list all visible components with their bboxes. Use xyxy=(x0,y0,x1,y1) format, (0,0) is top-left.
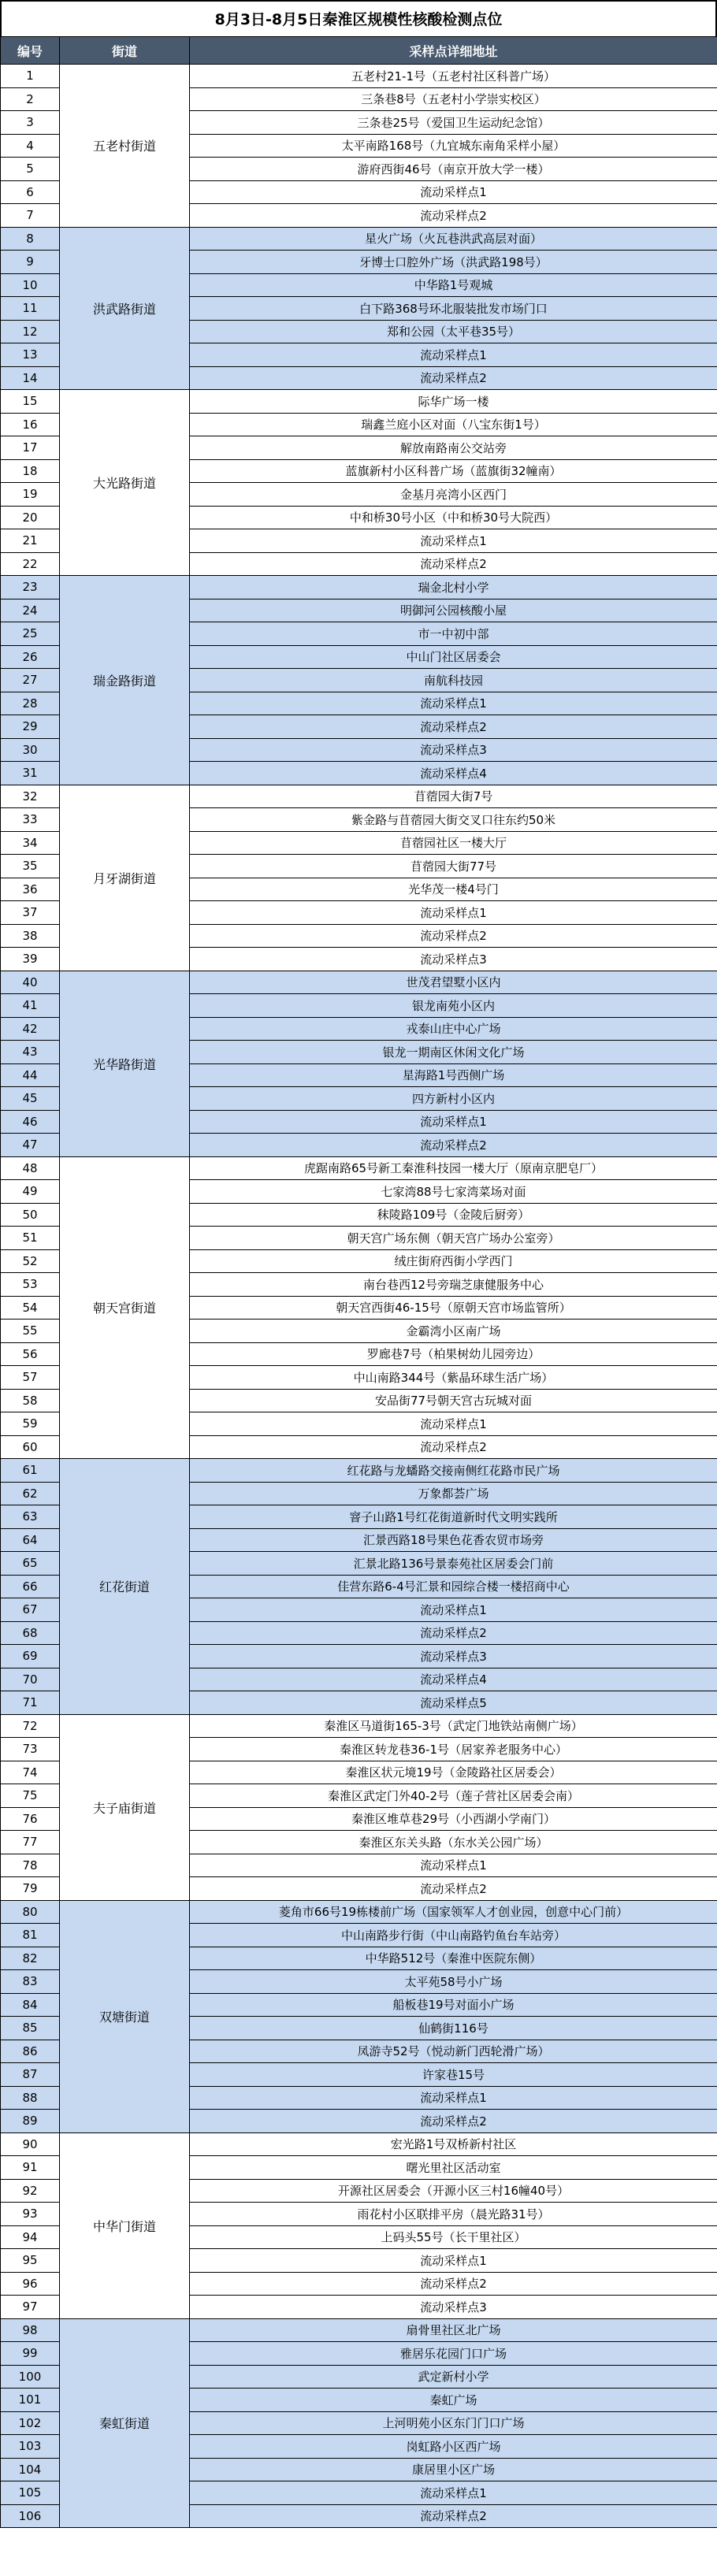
sampling-address: 郑和公园（太平巷35号） xyxy=(190,320,717,343)
row-number: 4 xyxy=(1,134,60,158)
row-number: 35 xyxy=(1,855,60,878)
sampling-address: 流动采样点1 xyxy=(190,180,717,204)
row-number: 105 xyxy=(1,2481,60,2505)
sampling-address: 朝天宫西街46-15号（原朝天宫市场监管所） xyxy=(190,1296,717,1320)
sampling-address: 佳营东路6-4号汇景和园综合楼一楼招商中心 xyxy=(190,1575,717,1598)
row-number: 27 xyxy=(1,669,60,692)
sampling-address: 市一中初中部 xyxy=(190,622,717,646)
sampling-address: 流动采样点1 xyxy=(190,1110,717,1134)
row-number: 72 xyxy=(1,1714,60,1738)
sampling-address: 流动采样点1 xyxy=(190,2249,717,2273)
row-number: 63 xyxy=(1,1505,60,1529)
row-number: 30 xyxy=(1,738,60,762)
sampling-address: 七家湾88号七家湾菜场对面 xyxy=(190,1180,717,1204)
row-number: 85 xyxy=(1,2017,60,2040)
sampling-address: 流动采样点1 xyxy=(190,901,717,925)
row-number: 95 xyxy=(1,2249,60,2273)
sampling-address: 星火广场（火瓦巷洪武高层对面） xyxy=(190,227,717,251)
sampling-address: 解放南路南公交站旁 xyxy=(190,436,717,460)
row-number: 37 xyxy=(1,901,60,925)
row-number: 44 xyxy=(1,1063,60,1087)
row-number: 20 xyxy=(1,506,60,529)
sampling-address: 秦淮区东关头路（东水关公园广场） xyxy=(190,1831,717,1854)
sampling-address: 船板巷19号对面小广场 xyxy=(190,1993,717,2017)
row-number: 3 xyxy=(1,111,60,135)
row-number: 88 xyxy=(1,2086,60,2110)
row-number: 25 xyxy=(1,622,60,646)
row-number: 24 xyxy=(1,599,60,622)
row-number: 51 xyxy=(1,1227,60,1250)
row-number: 15 xyxy=(1,390,60,414)
row-number: 46 xyxy=(1,1110,60,1134)
row-number: 36 xyxy=(1,878,60,901)
table-row xyxy=(1,65,717,88)
sampling-address: 中华路1号观城 xyxy=(190,273,717,297)
header-address: 采样点详细地址 xyxy=(190,37,717,65)
sampling-address: 流动采样点1 xyxy=(190,692,717,715)
row-number: 86 xyxy=(1,2040,60,2063)
sampling-address: 苜蓿园大街7号 xyxy=(190,785,717,808)
table-row xyxy=(1,785,717,808)
table-row xyxy=(1,576,717,599)
row-number: 13 xyxy=(1,343,60,367)
sampling-address: 雨花村小区联排平房（晨光路31号） xyxy=(190,2203,717,2226)
row-number: 23 xyxy=(1,576,60,599)
row-number: 28 xyxy=(1,692,60,715)
row-number: 78 xyxy=(1,1854,60,1877)
sampling-address: 流动采样点1 xyxy=(190,1598,717,1622)
row-number: 93 xyxy=(1,2203,60,2226)
street-name: 秦虹街道 xyxy=(60,2318,190,2528)
row-number: 84 xyxy=(1,1993,60,2017)
row-number: 99 xyxy=(1,2342,60,2366)
sampling-address: 白下路368号环北服装批发市场门口 xyxy=(190,297,717,321)
sampling-address: 中华路512号（秦淮中医院东侧） xyxy=(190,1947,717,1970)
street-name: 月牙湖街道 xyxy=(60,785,190,971)
sampling-address: 太平苑58号小广场 xyxy=(190,1970,717,1994)
row-number: 75 xyxy=(1,1784,60,1808)
street-name: 红花街道 xyxy=(60,1459,190,1715)
row-number: 98 xyxy=(1,2318,60,2342)
row-number: 31 xyxy=(1,762,60,785)
row-number: 39 xyxy=(1,948,60,971)
row-number: 7 xyxy=(1,204,60,228)
row-number: 19 xyxy=(1,483,60,507)
table-row xyxy=(1,390,717,414)
row-number: 77 xyxy=(1,1831,60,1854)
row-number: 97 xyxy=(1,2296,60,2319)
row-number: 87 xyxy=(1,2063,60,2087)
row-number: 69 xyxy=(1,1645,60,1668)
row-number: 76 xyxy=(1,1807,60,1831)
sampling-address: 光华茂一楼4号门 xyxy=(190,878,717,901)
row-number: 17 xyxy=(1,436,60,460)
row-number: 68 xyxy=(1,1621,60,1645)
sampling-address: 流动采样点2 xyxy=(190,366,717,390)
row-number: 96 xyxy=(1,2272,60,2296)
header-number: 编号 xyxy=(1,37,60,65)
street-name: 瑞金路街道 xyxy=(60,576,190,785)
street-name: 洪武路街道 xyxy=(60,227,190,390)
row-number: 26 xyxy=(1,645,60,669)
sampling-address: 三条巷8号（五老村小学崇实校区） xyxy=(190,87,717,111)
sampling-address: 金霸湾小区南广场 xyxy=(190,1320,717,1343)
row-number: 90 xyxy=(1,2132,60,2156)
sampling-address: 曙光里社区活动室 xyxy=(190,2156,717,2180)
table-row xyxy=(1,1156,717,1180)
sampling-address: 仙鹤街116号 xyxy=(190,2017,717,2040)
sampling-address: 罗廊巷7号（柏果树幼儿园旁边） xyxy=(190,1342,717,1366)
sampling-address: 窨子山路1号红花街道新时代文明实践所 xyxy=(190,1505,717,1529)
row-number: 58 xyxy=(1,1389,60,1412)
street-name: 夫子庙街道 xyxy=(60,1714,190,1900)
sampling-address: 流动采样点2 xyxy=(190,1134,717,1157)
row-number: 47 xyxy=(1,1134,60,1157)
row-number: 10 xyxy=(1,273,60,297)
sampling-address: 秣陵路109号（金陵后厨旁） xyxy=(190,1203,717,1227)
street-name: 朝天宫街道 xyxy=(60,1156,190,1459)
row-number: 80 xyxy=(1,1900,60,1924)
sampling-address: 流动采样点2 xyxy=(190,924,717,948)
row-number: 2 xyxy=(1,87,60,111)
sampling-address: 安品街77号朝天宫古玩城对面 xyxy=(190,1389,717,1412)
sampling-address: 凤游寺52号（悦动新门西轮滑广场） xyxy=(190,2040,717,2063)
row-number: 81 xyxy=(1,1924,60,1947)
row-number: 83 xyxy=(1,1970,60,1994)
sampling-address: 流动采样点3 xyxy=(190,948,717,971)
sampling-address: 流动采样点2 xyxy=(190,715,717,739)
street-name: 光华路街道 xyxy=(60,971,190,1156)
sampling-address: 蓝旗新村小区科普广场（蓝旗街32幢南） xyxy=(190,459,717,483)
sampling-address: 银龙南苑小区内 xyxy=(190,994,717,1018)
table-row xyxy=(1,2132,717,2156)
sampling-address: 中山南路步行街（中山南路钓鱼台车站旁） xyxy=(190,1924,717,1947)
sampling-address: 宏光路1号双桥新村社区 xyxy=(190,2132,717,2156)
row-number: 41 xyxy=(1,994,60,1018)
sampling-address: 菱角市66号19栋楼前广场（国家领军人才创业园，创意中心门前） xyxy=(190,1900,717,1924)
row-number: 5 xyxy=(1,158,60,181)
sampling-address: 岗虹路小区西广场 xyxy=(190,2435,717,2459)
sampling-address: 南台巷西12号旁瑞芝康健服务中心 xyxy=(190,1273,717,1297)
sampling-address: 绒庄街府西街小学西门 xyxy=(190,1249,717,1273)
sampling-address: 红花路与龙蟠路交接南侧红花路市民广场 xyxy=(190,1459,717,1483)
sampling-address: 流动采样点4 xyxy=(190,1668,717,1691)
row-number: 79 xyxy=(1,1877,60,1901)
sampling-address: 武定新村小学 xyxy=(190,2365,717,2389)
row-number: 48 xyxy=(1,1156,60,1180)
row-number: 18 xyxy=(1,459,60,483)
row-number: 11 xyxy=(1,297,60,321)
row-number: 54 xyxy=(1,1296,60,1320)
row-number: 59 xyxy=(1,1412,60,1436)
row-number: 38 xyxy=(1,924,60,948)
table-row xyxy=(1,1900,717,1924)
sampling-address: 雅居乐花园门口广场 xyxy=(190,2342,717,2366)
row-number: 16 xyxy=(1,413,60,436)
row-number: 66 xyxy=(1,1575,60,1598)
street-name: 五老村街道 xyxy=(60,65,190,228)
row-number: 9 xyxy=(1,251,60,274)
street-name: 双塘街道 xyxy=(60,1900,190,2132)
street-name: 大光路街道 xyxy=(60,390,190,576)
sampling-address: 游府西街46号（南京开放大学一楼） xyxy=(190,158,717,181)
row-number: 53 xyxy=(1,1273,60,1297)
row-number: 33 xyxy=(1,808,60,832)
sampling-address: 朝天宫广场东侧（朝天宫广场办公室旁） xyxy=(190,1227,717,1250)
table-header-row xyxy=(1,37,717,65)
row-number: 1 xyxy=(1,65,60,88)
row-number: 21 xyxy=(1,529,60,553)
sampling-address: 中和桥30号小区（中和桥30号大院西） xyxy=(190,506,717,529)
sampling-address: 流动采样点2 xyxy=(190,2504,717,2528)
table-row xyxy=(1,1714,717,1738)
row-number: 70 xyxy=(1,1668,60,1691)
table-row xyxy=(1,1459,717,1483)
sampling-address: 流动采样点1 xyxy=(190,2086,717,2110)
table-row xyxy=(1,971,717,994)
sampling-address: 流动采样点2 xyxy=(190,2272,717,2296)
sampling-address: 戎泰山庄中心广场 xyxy=(190,1017,717,1041)
row-number: 102 xyxy=(1,2411,60,2435)
sampling-address: 上码头55号（长干里社区） xyxy=(190,2225,717,2249)
row-number: 100 xyxy=(1,2365,60,2389)
sampling-address: 苜蓿园社区一楼大厅 xyxy=(190,831,717,855)
row-number: 64 xyxy=(1,1528,60,1552)
sampling-address: 秦淮区马道街165-3号（武定门地铁站南侧广场） xyxy=(190,1714,717,1738)
sampling-address: 许家巷15号 xyxy=(190,2063,717,2087)
sampling-address: 牙博士口腔外广场（洪武路198号） xyxy=(190,251,717,274)
row-number: 43 xyxy=(1,1041,60,1064)
row-number: 74 xyxy=(1,1761,60,1784)
sampling-address: 流动采样点3 xyxy=(190,2296,717,2319)
table-row xyxy=(1,227,717,251)
sampling-address: 流动采样点2 xyxy=(190,552,717,576)
sampling-address: 流动采样点2 xyxy=(190,1877,717,1901)
row-number: 106 xyxy=(1,2504,60,2528)
sampling-address: 三条巷25号（爱国卫生运动纪念馆） xyxy=(190,111,717,135)
sampling-address: 流动采样点2 xyxy=(190,1435,717,1459)
sampling-address: 太平南路168号（九宜城东南角采样小屋） xyxy=(190,134,717,158)
row-number: 62 xyxy=(1,1482,60,1505)
sampling-address: 紫金路与苜蓿园大街交叉口往东约50米 xyxy=(190,808,717,832)
row-number: 60 xyxy=(1,1435,60,1459)
row-number: 92 xyxy=(1,2179,60,2203)
sampling-address: 流动采样点2 xyxy=(190,1621,717,1645)
row-number: 94 xyxy=(1,2225,60,2249)
row-number: 42 xyxy=(1,1017,60,1041)
row-number: 40 xyxy=(1,971,60,994)
sampling-address: 秦虹广场 xyxy=(190,2389,717,2412)
table-body xyxy=(1,65,717,2528)
sampling-address: 扇骨里社区北广场 xyxy=(190,2318,717,2342)
sampling-address: 四方新村小区内 xyxy=(190,1087,717,1111)
sampling-address: 银龙一期南区休闲文化广场 xyxy=(190,1041,717,1064)
row-number: 91 xyxy=(1,2156,60,2180)
sampling-address: 星海路1号西侧广场 xyxy=(190,1063,717,1087)
sampling-address: 秦淮区武定门外40-2号（莲子营社区居委会南） xyxy=(190,1784,717,1808)
sampling-address: 五老村21-1号（五老村社区科普广场） xyxy=(190,65,717,88)
sampling-address: 流动采样点3 xyxy=(190,738,717,762)
sampling-address: 瑞鑫兰庭小区对面（八宝东街1号） xyxy=(190,413,717,436)
row-number: 8 xyxy=(1,227,60,251)
row-number: 34 xyxy=(1,831,60,855)
sampling-address: 流动采样点4 xyxy=(190,762,717,785)
row-number: 50 xyxy=(1,1203,60,1227)
sampling-address: 中山门社区居委会 xyxy=(190,645,717,669)
sampling-address: 苜蓿园大街77号 xyxy=(190,855,717,878)
sampling-address: 流动采样点3 xyxy=(190,1645,717,1668)
sampling-address: 瑞金北村小学 xyxy=(190,576,717,599)
sampling-address: 流动采样点1 xyxy=(190,2481,717,2505)
sampling-address: 流动采样点1 xyxy=(190,1412,717,1436)
sampling-address: 明御河公园核酸小屋 xyxy=(190,599,717,622)
row-number: 73 xyxy=(1,1738,60,1761)
sampling-address: 开源社区居委会（开源小区三村16幢40号） xyxy=(190,2179,717,2203)
sampling-address: 流动采样点1 xyxy=(190,1854,717,1877)
row-number: 22 xyxy=(1,552,60,576)
row-number: 52 xyxy=(1,1249,60,1273)
row-number: 61 xyxy=(1,1459,60,1483)
row-number: 32 xyxy=(1,785,60,808)
sampling-address: 汇景北路136号景泰苑社区居委会门前 xyxy=(190,1552,717,1576)
row-number: 82 xyxy=(1,1947,60,1970)
row-number: 89 xyxy=(1,2110,60,2133)
sampling-address: 流动采样点1 xyxy=(190,343,717,367)
testing-sites-table xyxy=(0,36,717,2528)
sampling-address: 康居里小区广场 xyxy=(190,2458,717,2481)
row-number: 14 xyxy=(1,366,60,390)
sampling-address: 世茂君望墅小区内 xyxy=(190,971,717,994)
row-number: 103 xyxy=(1,2435,60,2459)
header-street: 街道 xyxy=(60,37,190,65)
page-title: 8月3日-8月5日秦淮区规模性核酸检测点位 xyxy=(0,0,717,36)
sampling-address: 上河明苑小区东门门口广场 xyxy=(190,2411,717,2435)
sampling-address: 流动采样点1 xyxy=(190,529,717,553)
sampling-address: 金基月亮湾小区西门 xyxy=(190,483,717,507)
row-number: 29 xyxy=(1,715,60,739)
sampling-address: 汇景西路18号果色花香农贸市场旁 xyxy=(190,1528,717,1552)
row-number: 67 xyxy=(1,1598,60,1622)
sampling-address: 流动采样点5 xyxy=(190,1691,717,1715)
row-number: 45 xyxy=(1,1087,60,1111)
sampling-address: 流动采样点2 xyxy=(190,2110,717,2133)
sampling-address: 秦淮区转龙巷36-1号（居家养老服务中心） xyxy=(190,1738,717,1761)
sampling-address: 秦淮区状元境19号（金陵路社区居委会） xyxy=(190,1761,717,1784)
row-number: 57 xyxy=(1,1366,60,1390)
sampling-address: 南航科技园 xyxy=(190,669,717,692)
sampling-address: 秦淮区堆草巷29号（小西湖小学南门） xyxy=(190,1807,717,1831)
row-number: 104 xyxy=(1,2458,60,2481)
sampling-address: 流动采样点2 xyxy=(190,204,717,228)
sampling-address: 中山南路344号（紫晶环球生活广场） xyxy=(190,1366,717,1390)
row-number: 65 xyxy=(1,1552,60,1576)
table-row xyxy=(1,2318,717,2342)
row-number: 49 xyxy=(1,1180,60,1204)
sampling-address: 虎踞南路65号新工秦淮科技园一楼大厅（原南京肥皂厂） xyxy=(190,1156,717,1180)
row-number: 56 xyxy=(1,1342,60,1366)
sampling-address: 万象都荟广场 xyxy=(190,1482,717,1505)
street-name: 中华门街道 xyxy=(60,2132,190,2318)
row-number: 55 xyxy=(1,1320,60,1343)
sampling-address: 际华广场一楼 xyxy=(190,390,717,414)
row-number: 101 xyxy=(1,2389,60,2412)
row-number: 71 xyxy=(1,1691,60,1715)
row-number: 6 xyxy=(1,180,60,204)
row-number: 12 xyxy=(1,320,60,343)
